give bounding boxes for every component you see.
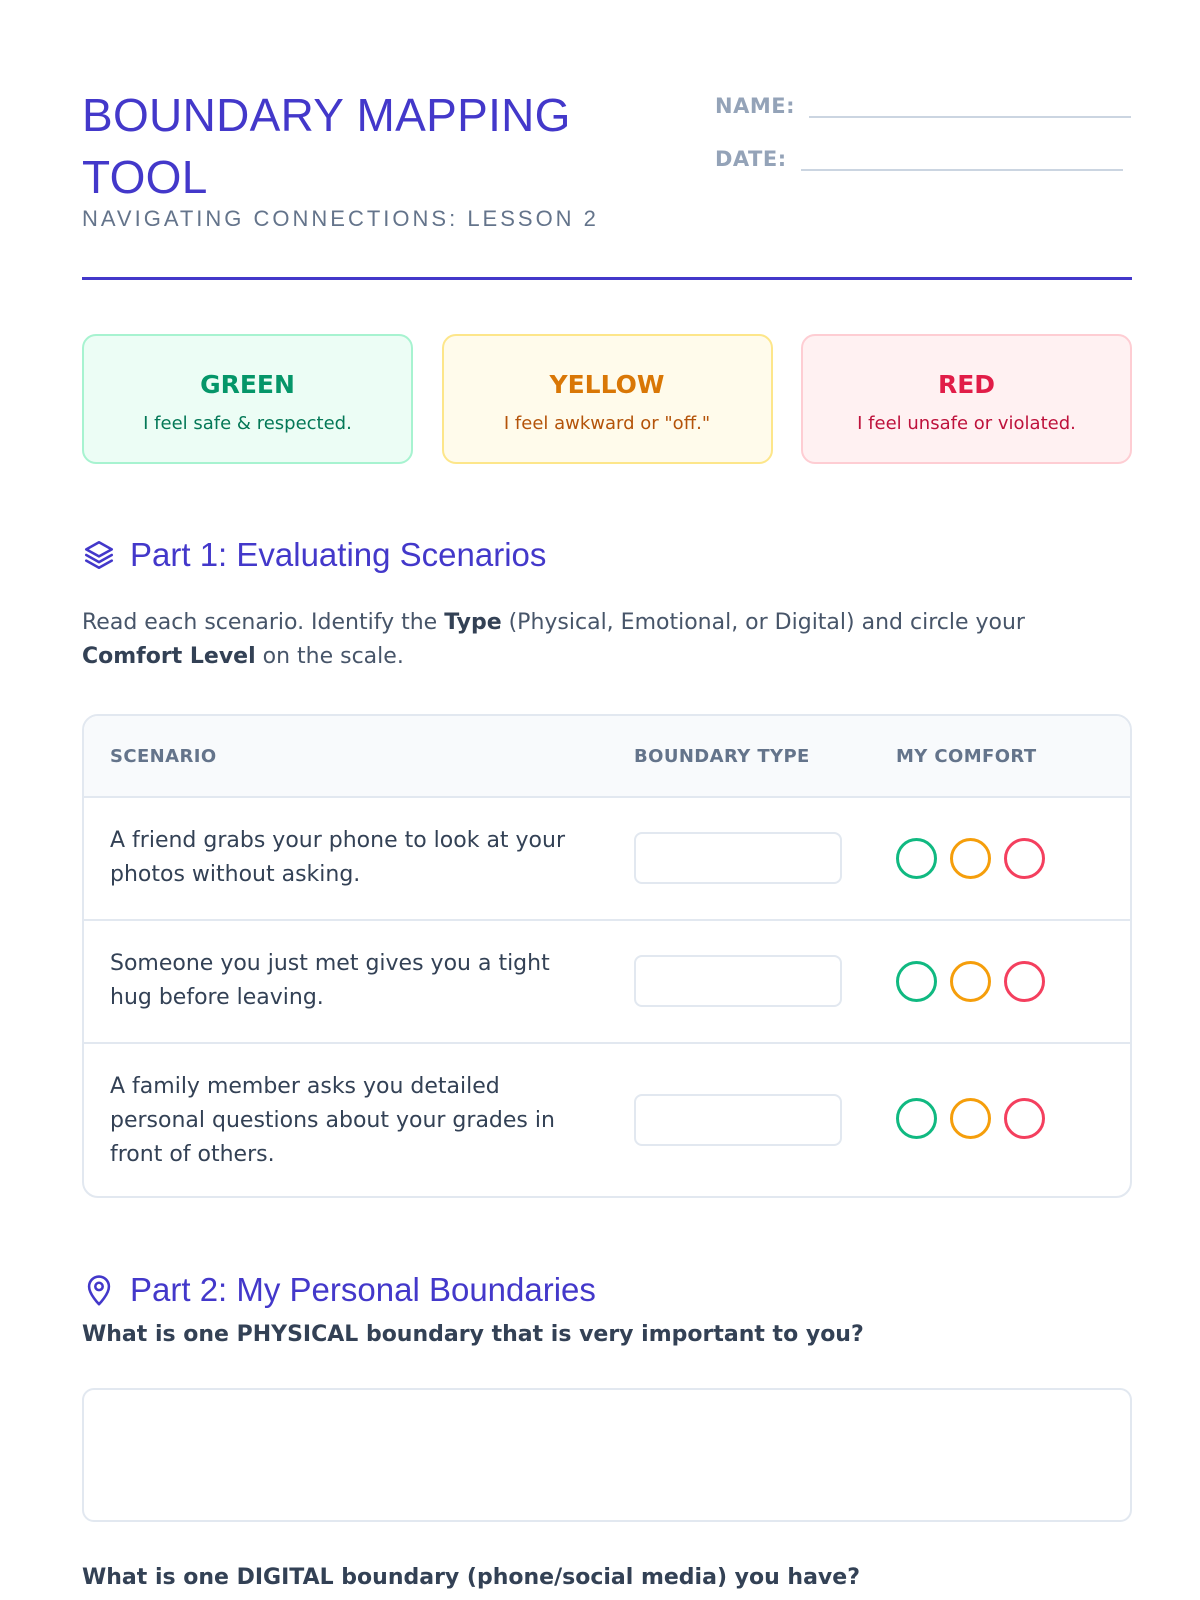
instructions-text: on the scale. xyxy=(255,644,404,669)
table-row xyxy=(84,1044,1130,1196)
legend-red xyxy=(801,334,1132,464)
part1-instructions xyxy=(82,606,1132,674)
part1-heading xyxy=(82,536,546,574)
page-title: BOUNDARY MAPPING TOOL xyxy=(82,89,571,203)
worksheet-header xyxy=(82,84,1132,280)
legend-yellow-description: I feel awkward or "off." xyxy=(503,413,711,434)
comfort-yellow-circle[interactable] xyxy=(950,1098,991,1139)
scenario-text: A family member asks you detailed personal questions about your grades in front of others. xyxy=(110,1074,555,1167)
comfort-legend xyxy=(82,334,1132,464)
comfort-green-circle[interactable] xyxy=(896,1098,937,1139)
scenario-table xyxy=(82,714,1132,1198)
date-field-row xyxy=(715,141,1123,171)
column-header-boundary-type: BOUNDARY TYPE xyxy=(634,746,810,767)
boundary-type-input[interactable] xyxy=(634,832,842,884)
instructions-text: (Physical, Emotional, or Digital) and circle your xyxy=(501,610,1025,635)
date-label: DATE: xyxy=(715,147,787,171)
boundary-type-input[interactable] xyxy=(634,1094,842,1146)
comfort-scale xyxy=(896,838,1058,879)
comfort-scale xyxy=(896,1098,1058,1139)
comfort-red-circle[interactable] xyxy=(1004,1098,1045,1139)
date-input-line[interactable] xyxy=(801,141,1123,171)
table-row xyxy=(84,921,1130,1044)
legend-yellow-title: YELLOW xyxy=(549,370,665,399)
comfort-green-circle[interactable] xyxy=(896,838,937,879)
part2-heading xyxy=(82,1271,596,1309)
instructions-emphasis-comfort: Comfort Level xyxy=(82,644,256,669)
layers-icon xyxy=(82,538,116,572)
column-header-my-comfort: MY COMFORT xyxy=(896,746,1037,767)
comfort-yellow-circle[interactable] xyxy=(950,838,991,879)
physical-boundary-answer-box[interactable] xyxy=(82,1388,1132,1522)
name-field-row xyxy=(715,88,1131,118)
comfort-red-circle[interactable] xyxy=(1004,838,1045,879)
table-header xyxy=(84,716,1130,798)
legend-green-title: GREEN xyxy=(200,370,295,399)
part1-heading-text: Part 1: Evaluating Scenarios xyxy=(130,536,547,573)
instructions-emphasis-type: Type xyxy=(444,610,502,635)
legend-green xyxy=(82,334,413,464)
name-label: NAME: xyxy=(715,94,795,118)
map-pin-icon xyxy=(82,1273,116,1307)
legend-yellow xyxy=(442,334,773,464)
part2-heading-text: Part 2: My Personal Boundaries xyxy=(130,1271,596,1308)
comfort-green-circle[interactable] xyxy=(896,961,937,1002)
comfort-red-circle[interactable] xyxy=(1004,961,1045,1002)
name-input-line[interactable] xyxy=(809,88,1131,118)
scenario-text: Someone you just met gives you a tight hug before leaving. xyxy=(110,951,550,1010)
legend-red-description: I feel unsafe or violated. xyxy=(857,413,1076,434)
scenario-text: A friend grabs your phone to look at your photos without asking. xyxy=(110,828,566,887)
legend-red-title: RED xyxy=(937,370,996,399)
legend-green-description: I feel safe & respected. xyxy=(143,413,352,434)
comfort-scale xyxy=(896,961,1058,1002)
digital-boundary-question: What is one DIGITAL boundary (phone/social media) you have? xyxy=(82,1565,860,1590)
worksheet-page xyxy=(82,0,1132,1600)
instructions-text: Read each scenario. Identify the xyxy=(82,610,445,635)
column-header-scenario: SCENARIO xyxy=(110,746,217,767)
boundary-type-input[interactable] xyxy=(634,955,842,1007)
page-subtitle: NAVIGATING CONNECTIONS: LESSON 2 xyxy=(82,206,599,231)
table-row xyxy=(84,798,1130,921)
physical-boundary-question: What is one PHYSICAL boundary that is very important to you? xyxy=(82,1322,864,1347)
comfort-yellow-circle[interactable] xyxy=(950,961,991,1002)
